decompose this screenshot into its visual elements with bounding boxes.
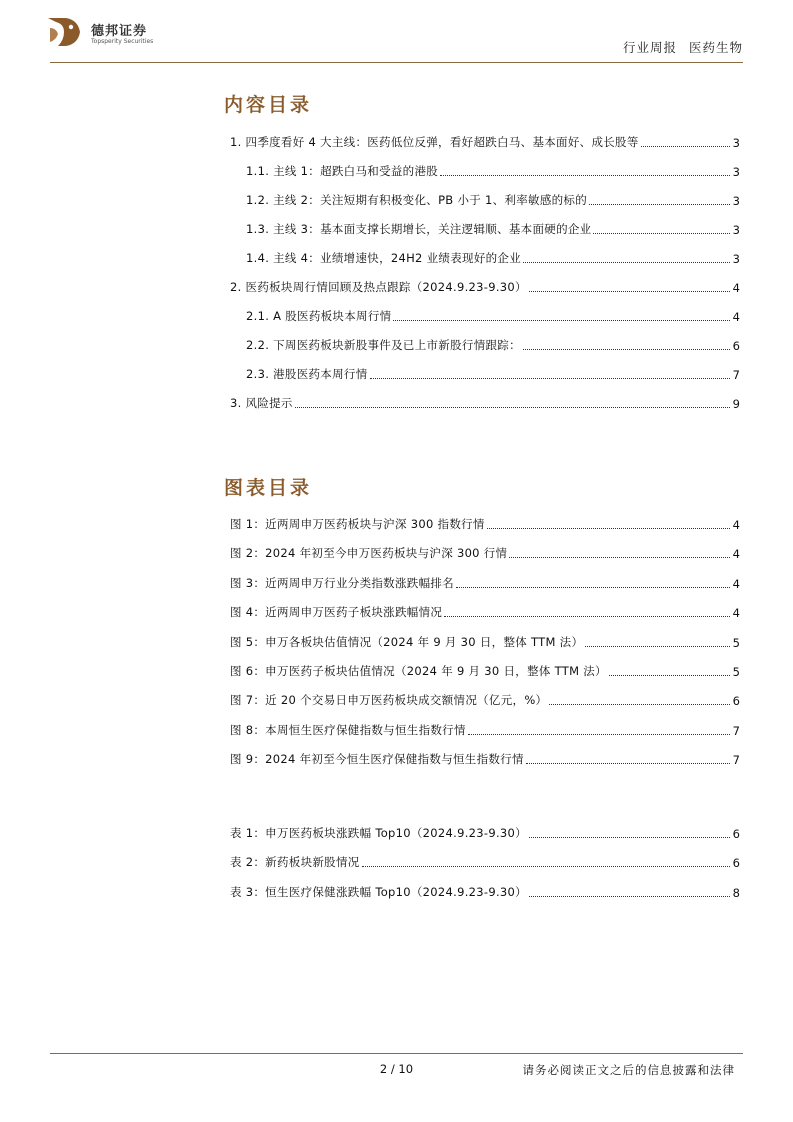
figure-entry[interactable] xyxy=(230,632,740,650)
figures-title: 图表目录 xyxy=(224,477,313,499)
toc-entry[interactable] xyxy=(230,393,740,411)
leader-dots xyxy=(440,174,730,176)
leader-dots xyxy=(393,319,729,321)
toc-entry-page: 3 xyxy=(732,165,740,179)
toc-entry-text: 2.1. A 股医药板块本周行情 xyxy=(246,309,392,323)
toc-entry[interactable] xyxy=(246,335,740,353)
logo-english-name: Topsperity Securities xyxy=(91,38,154,45)
leader-dots xyxy=(549,703,729,705)
leader-dots xyxy=(593,232,729,234)
leader-dots xyxy=(526,762,730,764)
leader-dots xyxy=(444,615,730,617)
table-entry-page: 6 xyxy=(732,827,740,841)
figure-entry-text: 图 8：本周恒生医疗保健指数与恒生指数行情 xyxy=(230,723,466,737)
figure-entry[interactable] xyxy=(230,720,740,738)
toc-entry-text: 1.2. 主线 2：关注短期有积极变化、PB 小于 1、利率敏感的标的 xyxy=(246,193,588,207)
toc-entry[interactable] xyxy=(246,190,740,208)
toc-entry-page: 3 xyxy=(732,252,740,266)
toc-entry-page: 3 xyxy=(732,194,740,208)
logo-chinese-name: 德邦证券 xyxy=(91,24,148,39)
toc-entry-page: 7 xyxy=(732,368,740,382)
leader-dots xyxy=(456,586,730,588)
figure-entry-text: 图 1：近两周申万医药板块与沪深 300 指数行情 xyxy=(230,517,485,531)
figure-entry-text: 图 3：近两周申万行业分类指数涨跌幅排名 xyxy=(230,576,454,590)
report-sector: 医药生物 xyxy=(688,40,743,55)
toc-entry-page: 9 xyxy=(732,397,740,411)
table-entry-page: 6 xyxy=(732,856,740,870)
table-entry-page: 8 xyxy=(732,886,740,900)
leader-dots xyxy=(468,733,730,735)
toc-entry[interactable] xyxy=(246,306,740,324)
toc-entry-text: 1.1. 主线 1：超跌白马和受益的港股 xyxy=(246,164,439,178)
table-entry[interactable] xyxy=(230,852,740,870)
leader-dots xyxy=(295,406,730,408)
legal-disclaimer: 请务必阅读正文之后的信息披露和法律 xyxy=(522,1063,735,1077)
leader-dots xyxy=(641,145,730,147)
figure-entry[interactable] xyxy=(230,602,740,620)
table-entry[interactable] xyxy=(230,823,740,841)
figure-entry[interactable] xyxy=(230,573,740,591)
toc-entry-text: 1.3. 主线 3：基本面支撑长期增长，关注逻辑顺、基本面硬的企业 xyxy=(246,222,592,236)
toc-title: 内容目录 xyxy=(224,94,313,116)
company-logo xyxy=(44,14,204,54)
figure-entry-text: 图 9：2024 年初至今恒生医疗保健指数与恒生指数行情 xyxy=(230,752,524,766)
figure-entry-text: 图 7：近 20 个交易日申万医药板块成交额情况（亿元，%） xyxy=(230,693,548,707)
figure-entry-page: 4 xyxy=(732,518,740,532)
figure-entry-page: 4 xyxy=(732,577,740,591)
page-header xyxy=(0,0,793,70)
page-number: 2 / 10 xyxy=(379,1062,414,1076)
leader-dots xyxy=(523,261,730,263)
figure-entry-page: 5 xyxy=(732,636,740,650)
figure-entry-page: 4 xyxy=(732,547,740,561)
toc-entry[interactable] xyxy=(230,132,740,150)
table-entry-text: 表 1：申万医药板块涨跌幅 Top10（2024.9.23-9.30） xyxy=(230,826,527,840)
leader-dots xyxy=(529,290,730,292)
figure-entry-page: 4 xyxy=(732,606,740,620)
toc-entry-text: 3. 风险提示 xyxy=(230,396,293,410)
logo-mark-icon xyxy=(44,14,84,50)
figure-entry[interactable] xyxy=(230,514,740,532)
toc-entry-page: 4 xyxy=(732,310,740,324)
toc-entry-text: 2.3. 港股医药本周行情 xyxy=(246,367,368,381)
toc-entry-text: 1. 四季度看好 4 大主线：医药低位反弹，看好超跌白马、基本面好、成长股等 xyxy=(230,135,639,149)
figure-entry[interactable] xyxy=(230,543,740,561)
footer-divider xyxy=(50,1053,743,1054)
report-type: 行业周报 xyxy=(622,40,677,55)
table-entry[interactable] xyxy=(230,882,740,900)
figure-entry-text: 图 2：2024 年初至今申万医药板块与沪深 300 行情 xyxy=(230,546,508,560)
leader-dots xyxy=(509,556,729,558)
toc-entry-text: 2. 医药板块周行情回顾及热点跟踪（2024.9.23-9.30） xyxy=(230,280,527,294)
leader-dots xyxy=(370,377,730,379)
leader-dots xyxy=(529,895,730,897)
figure-entry-page: 7 xyxy=(732,724,740,738)
leader-dots xyxy=(487,527,730,529)
table-entry-text: 表 2：新药板块新股情况 xyxy=(230,855,360,869)
leader-dots xyxy=(585,645,729,647)
figure-entry[interactable] xyxy=(230,690,740,708)
toc-entry-page: 3 xyxy=(732,136,740,150)
toc-entry-page: 6 xyxy=(732,339,740,353)
leader-dots xyxy=(609,674,730,676)
toc-entry-page: 4 xyxy=(732,281,740,295)
figure-entry-text: 图 6：申万医药子板块估值情况（2024 年 9 月 30 日，整体 TTM 法） xyxy=(230,664,607,678)
toc-entry[interactable] xyxy=(246,219,740,237)
toc-entry[interactable] xyxy=(246,248,740,266)
toc-entry-text: 1.4. 主线 4：业绩增速快，24H2 业绩表现好的企业 xyxy=(246,251,522,265)
figure-entry-page: 6 xyxy=(732,694,740,708)
toc-entry[interactable] xyxy=(230,277,740,295)
toc-entry-text: 2.2. 下周医药板块新股事件及已上市新股行情跟踪： xyxy=(246,338,521,352)
figure-entry-text: 图 4：近两周申万医药子板块涨跌幅情况 xyxy=(230,605,443,619)
figure-entry-page: 7 xyxy=(732,753,740,767)
table-entry-text: 表 3：恒生医疗保健涨跌幅 Top10（2024.9.23-9.30） xyxy=(230,885,527,899)
leader-dots xyxy=(523,348,730,350)
toc-entry[interactable] xyxy=(246,364,740,382)
figure-entry-page: 5 xyxy=(732,665,740,679)
header-divider xyxy=(50,62,743,63)
figure-entry[interactable] xyxy=(230,749,740,767)
toc-entry-page: 3 xyxy=(732,223,740,237)
leader-dots xyxy=(529,836,730,838)
figure-entry[interactable] xyxy=(230,661,740,679)
leader-dots xyxy=(589,203,730,205)
leader-dots xyxy=(362,865,730,867)
figure-entry-text: 图 5：申万各板块估值情况（2024 年 9 月 30 日，整体 TTM 法） xyxy=(230,635,584,649)
toc-entry[interactable] xyxy=(246,161,740,179)
report-category xyxy=(623,38,743,56)
